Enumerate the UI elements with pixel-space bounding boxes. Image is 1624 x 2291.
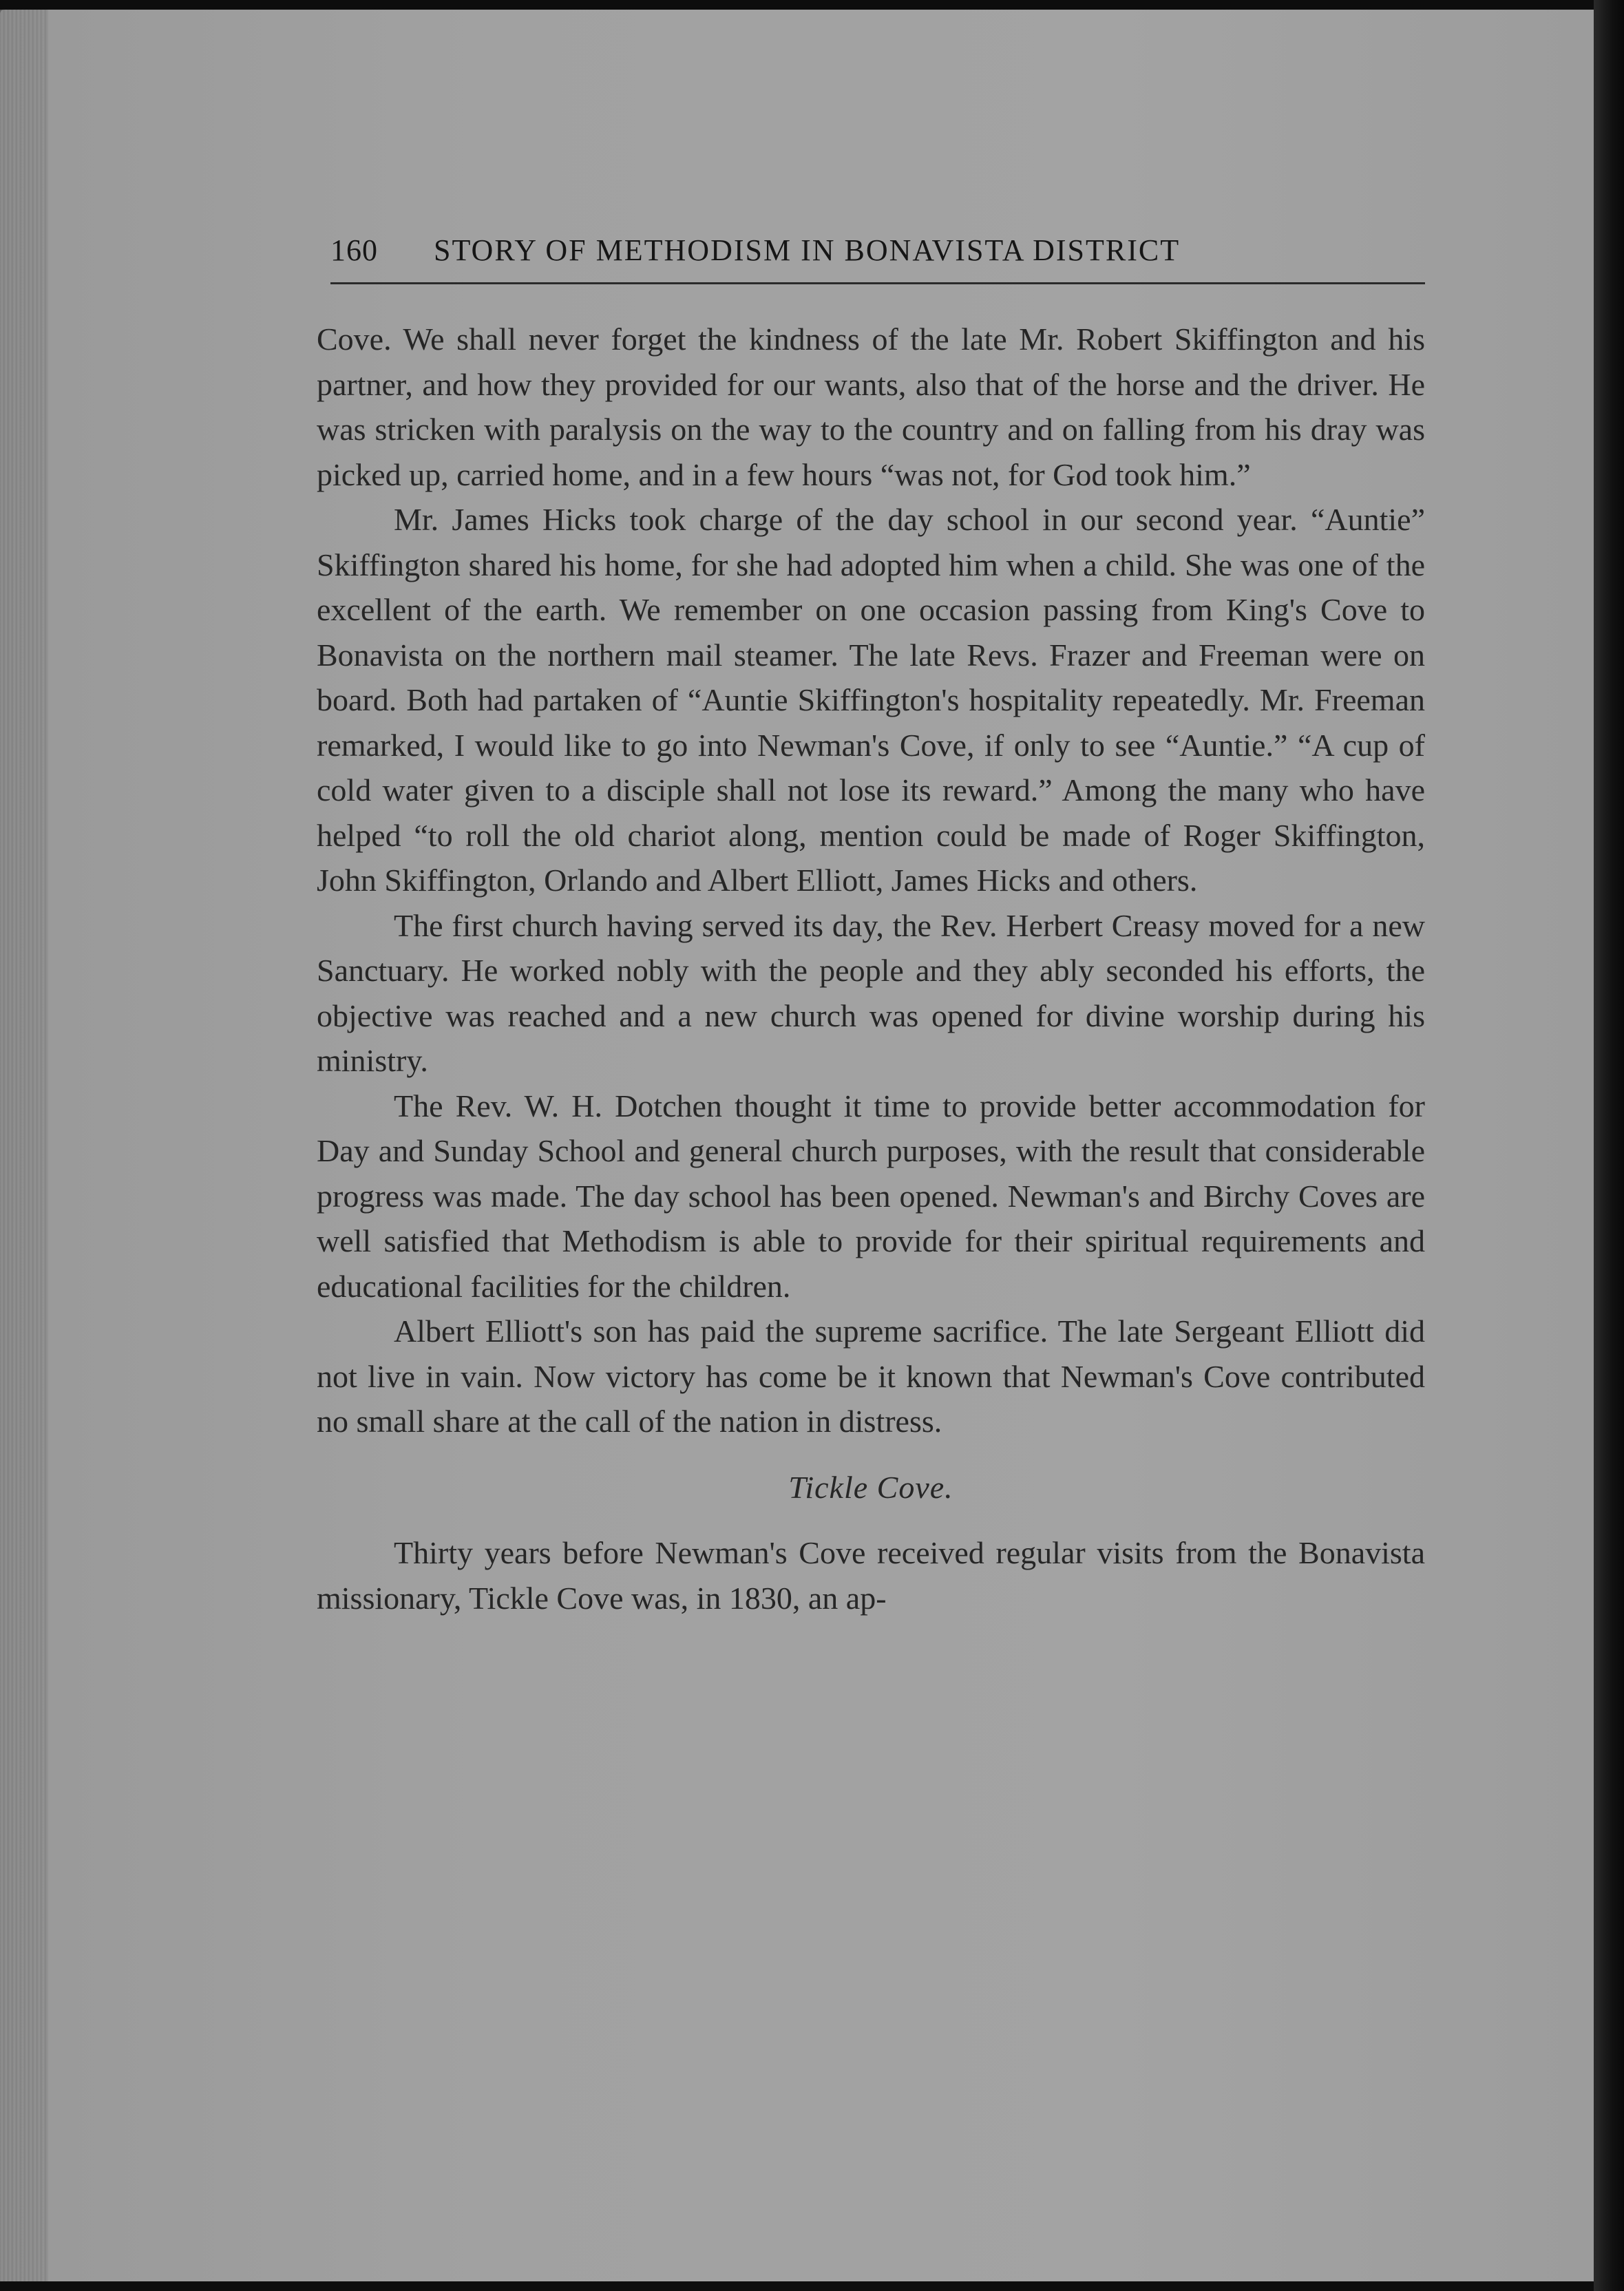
paragraph-continued: Cove. We shall never forget the kindness of the late Mr. Robert Skiffington and his partner, and how they provided for our wants, also that of the horse and the driver. He was stricken with paralysis on the way to the country and on falling from his dray was picked up, carried home, and in a few hours “was not, for God took him.” [317, 321, 1425, 492]
book-spine [1594, 0, 1624, 2291]
paragraph: Thirty years before Newman's Cove received regular visits from the Bonavista missionary, Tickle Cove was, in 1830, an ap- [317, 1535, 1425, 1616]
page-edges [0, 10, 48, 2281]
paragraph: The Rev. W. H. Dotchen thought it time to provide better accommodation for Day and Sunday School and general church purposes, with the result that considerable progress was made. The day school has been opened. Newman's and Birchy Coves are well satisfied that Methodism is able to provide for their spiritual requirements and educational facilities for the children. [317, 1088, 1425, 1304]
page-number: 160 [330, 233, 378, 267]
paragraph: Albert Elliott's son has paid the supreme sacrifice. The late Sergeant Elliott did not live in vain. Now victory has come be it known that Newman's Cove contributed no small share at the call of the nation in distress. [317, 1313, 1425, 1439]
body-text [317, 317, 1425, 1620]
running-title: STORY OF METHODISM IN BONAVISTA DISTRICT [434, 233, 1181, 267]
section-heading: Tickle Cove. [788, 1469, 953, 1505]
header-rule [330, 282, 1425, 284]
running-head [330, 219, 1425, 281]
paragraph: Mr. James Hicks took charge of the day school in our second year. “Auntie” Skiffington shared his home, for she had adopted him when a child. She was one of the excellent of the earth. We remember on one occasion passing from King's Cove to Bonavista on the northern mail steamer. The late Revs. Frazer and Freeman were on board. Both had partaken of “Auntie Skiffington's hospitality repeatedly. Mr. Freeman remarked, I would like to go into Newman's Cove, if only to see “Auntie.” “A cup of cold water given to a disciple shall not lose its reward.” Among the many who have helped “to roll the old chariot along, mention could be made of Roger Skiffington, John Skiffington, Orlando and Albert Elliott, James Hicks and others. [317, 502, 1425, 898]
paragraph: The first church having served its day, the Rev. Herbert Creasy moved for a new Sanctuary. He worked nobly with the people and they ably seconded his efforts, the objective was reached and a new church was opened for divine worship during his ministry. [317, 907, 1425, 1078]
